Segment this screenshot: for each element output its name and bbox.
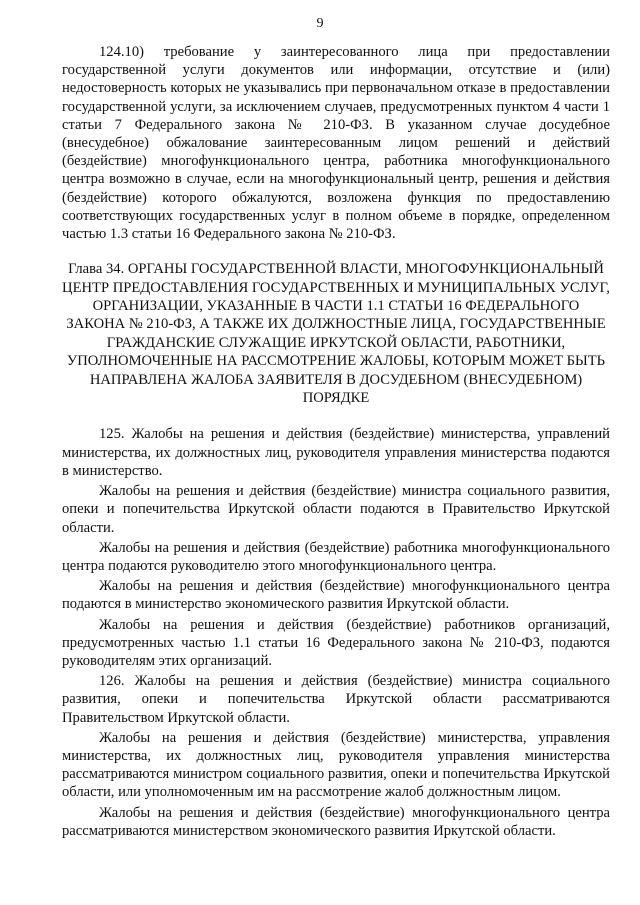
paragraph: Жалобы на решения и действия (бездействие) многофункционального центра подаются в министерство экономического развития Иркутской области. [62,578,610,613]
paragraph: Жалобы на решения и действия (бездействие) министра социального развития, опеки и попечительства Иркутской области подаются в Правительство Иркутской области. [62,483,610,536]
paragraph-124-10: 124.10) требование у заинтересованного лица при предоставлении государственной услуги документов или информации, отсутствие и (или) недостоверность которых не указывались при первоначальном отказе в предоставлении государственной услуги, за исключением случаев, предусмотренных пунктом 4 части 1 статьи 7 Федерального закона № 210-ФЗ. В указанном случае досудебное (внесудебное) обжалование заинтересованным лицом решений и действий (бездействие) многофункционального центра, работника многофункционального центра возможно в случае, если на многофункциональный центр, решения и действия (бездействие) которого обжалуются, возложена функция по предоставлению соответствующих государственных услуг в полном объеме в порядке, определенном частью 1.3 статьи 16 Федерального закона № 210-ФЗ. [62,44,610,243]
document-body [62,43,610,840]
paragraph: Жалобы на решения и действия (бездействие) работников организаций, предусмотренных частью 1.1 статьи 16 Федерального закона № 210-ФЗ, подаются руководителям этих организаций. [62,616,610,669]
paragraph-126: 126. Жалобы на решения и действия (бездействие) министра социального развития, опеки и попечительства Иркутской области рассматриваются Правительством Иркутской области. [62,673,610,726]
paragraph: Жалобы на решения и действия (бездействие) министерства, управления министерства, их должностных лиц, руководителя управления министерства рассматриваются министром социального развития, опеки и попечительства Иркутской области, или уполномоченным им на рассмотрение жалоб должностным лицом. [62,729,610,801]
chapter-heading: Глава 34. ОРГАНЫ ГОСУДАРСТВЕННОЙ ВЛАСТИ, МНОГОФУНКЦИОНАЛЬНЫЙ ЦЕНТР ПРЕДОСТАВЛЕНИЯ ГОСУДАРСТВЕННЫХ И МУНИЦИПАЛЬНЫХ УСЛУГ, ОРГАНИЗАЦИИ, УКАЗАННЫЕ В ЧАСТИ 1.1 СТАТЬИ 16 ФЕДЕРАЛЬНОГО ЗАКОНА № 210-ФЗ, А ТАКЖЕ ИХ ДОЛЖНОСТНЫЕ ЛИЦА, ГОСУДАРСТВЕННЫЕ ГРАЖДАНСКИЕ СЛУЖАЩИЕ ИРКУТСКОЙ ОБЛАСТИ, РАБОТНИКИ, УПОЛНОМОЧЕННЫЕ НА РАССМОТРЕНИЕ ЖАЛОБЫ, КОТОРЫМ МОЖЕТ БЫТЬ НАПРАВЛЕНА ЖАЛОБА ЗАЯВИТЕЛЯ В ДОСУДЕБНОМ (ВНЕСУДЕБНОМ) ПОРЯДКЕ [62,261,610,407]
paragraph: Жалобы на решения и действия (бездействие) многофункционального центра рассматриваются министерством экономического развития Иркутской области. [62,804,610,839]
paragraph-125: 125. Жалобы на решения и действия (бездействие) министерства, управлений министерства, их должностных лиц, руководителя управления министерства подаются в министерство. [62,426,610,479]
page-number: 9 [316,16,324,31]
paragraph: Жалобы на решения и действия (бездействие) работника многофункционального центра подаются руководителю этого многофункционального центра. [62,539,610,574]
